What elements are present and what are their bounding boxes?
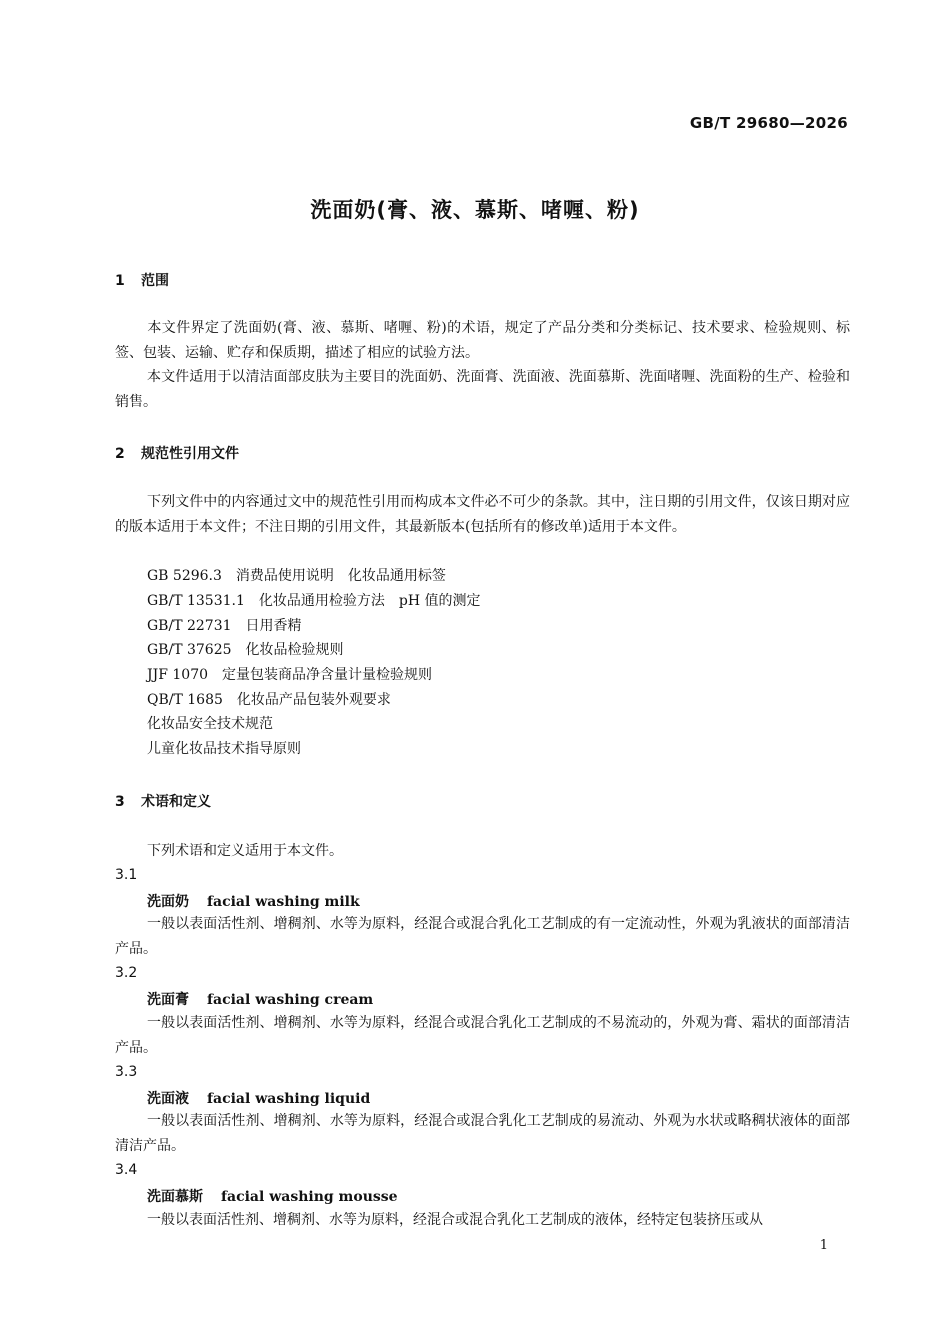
section-number: 2 xyxy=(115,446,125,462)
term-definition: 一般以表面活性剂、增稠剂、水等为原料，经混合或混合乳化工艺制成的有一定流动性，外观为乳液状的面部清洁产品。 xyxy=(115,916,850,957)
clause-number: 3.2 xyxy=(115,965,138,981)
section-3-heading xyxy=(115,791,211,811)
clause-number: 3.1 xyxy=(115,867,138,883)
section-title: 术语和定义 xyxy=(141,794,211,810)
reference-item: 儿童化妆品技术指导原则 xyxy=(147,741,301,757)
reference-item: GB/T 13531.1 化妆品通用检验方法 pH 值的测定 xyxy=(147,593,481,609)
term-heading: 洗面液 facial washing liquid xyxy=(147,1091,371,1107)
section-2-paragraph-1: 下列文件中的内容通过文中的规范性引用而构成本文件必不可少的条款。其中，注日期的引用文件，仅该日期对应的版本适用于本文件；不注日期的引用文件，其最新版本(包括所有的修改单)适用于本文件。 xyxy=(115,494,850,535)
section-1-heading xyxy=(115,270,169,290)
section-title: 规范性引用文件 xyxy=(141,446,239,462)
reference-item: JJF 1070 定量包装商品净含量计量检验规则 xyxy=(147,667,433,683)
term-heading: 洗面慕斯 facial washing mousse xyxy=(147,1189,398,1205)
document-title: 洗面奶(膏、液、慕斯、啫喱、粉) xyxy=(310,198,640,222)
standard-code: GB/T 29680—2026 xyxy=(689,114,848,132)
reference-item: GB/T 37625 化妆品检验规则 xyxy=(147,642,344,658)
section-1-paragraph-1: 本文件界定了洗面奶(膏、液、慕斯、啫喱、粉)的术语，规定了产品分类和分类标记、技术要求、检验规则、标签、包装、运输、贮存和保质期，描述了相应的试验方法。 xyxy=(115,320,850,361)
term-heading: 洗面膏 facial washing cream xyxy=(147,992,374,1008)
page-number: 1 xyxy=(819,1238,828,1253)
clause-number: 3.4 xyxy=(115,1162,138,1178)
reference-item: QB/T 1685 化妆品产品包装外观要求 xyxy=(147,692,391,708)
term-heading: 洗面奶 facial washing milk xyxy=(147,894,360,910)
section-title: 范围 xyxy=(141,273,169,289)
section-number: 3 xyxy=(115,794,125,810)
term-definition: 一般以表面活性剂、增稠剂、水等为原料，经混合或混合乳化工艺制成的液体，经特定包装挤压或从 xyxy=(147,1212,763,1228)
reference-item: GB/T 22731 日用香精 xyxy=(147,618,302,634)
section-2-heading xyxy=(115,443,239,463)
reference-item: GB 5296.3 消费品使用说明 化妆品通用标签 xyxy=(147,568,446,584)
reference-item: 化妆品安全技术规范 xyxy=(147,716,273,732)
term-definition: 一般以表面活性剂、增稠剂、水等为原料，经混合或混合乳化工艺制成的易流动、外观为水状或略稠状液体的面部清洁产品。 xyxy=(115,1113,850,1154)
section-number: 1 xyxy=(115,273,125,289)
section-3-intro: 下列术语和定义适用于本文件。 xyxy=(147,843,343,859)
clause-number: 3.3 xyxy=(115,1064,138,1080)
term-definition: 一般以表面活性剂、增稠剂、水等为原料，经混合或混合乳化工艺制成的不易流动的，外观为膏、霜状的面部清洁产品。 xyxy=(115,1015,850,1056)
section-1-paragraph-2: 本文件适用于以清洁面部皮肤为主要目的洗面奶、洗面膏、洗面液、洗面慕斯、洗面啫喱、洗面粉的生产、检验和销售。 xyxy=(115,369,850,410)
